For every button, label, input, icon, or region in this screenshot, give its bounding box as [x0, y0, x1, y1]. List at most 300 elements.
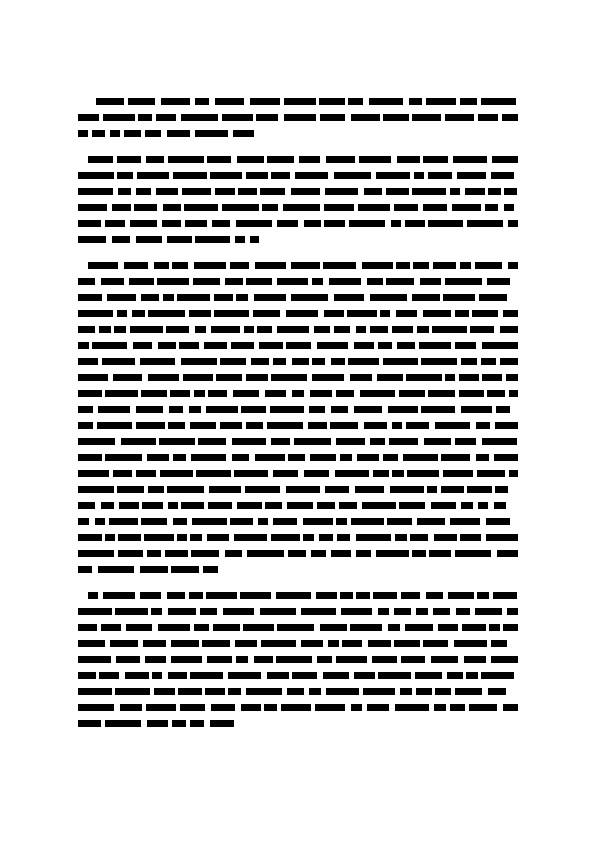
word-block: [233, 130, 254, 137]
word-block: [119, 502, 139, 509]
word-block: [163, 294, 174, 301]
word-block: [260, 608, 296, 615]
word-block: [377, 374, 403, 381]
word-block: [292, 358, 309, 365]
redacted-text-block: [78, 94, 518, 732]
word-block: [78, 172, 114, 179]
word-block: [178, 688, 202, 695]
word-block: [78, 204, 107, 211]
word-block: [423, 204, 447, 211]
word-block: [391, 220, 401, 227]
word-block: [172, 262, 188, 269]
word-block: [455, 438, 476, 445]
word-block: [324, 220, 345, 227]
word-block: [234, 534, 267, 541]
word-block: [214, 310, 249, 317]
word-block: [392, 470, 404, 477]
word-block: [469, 704, 497, 711]
word-block: [336, 656, 367, 663]
word-block: [262, 204, 278, 211]
word-block: [141, 518, 167, 525]
word-block: [311, 550, 326, 557]
text-line: [78, 700, 518, 716]
word-block: [478, 502, 488, 509]
word-block: [335, 470, 369, 477]
word-block: [452, 204, 481, 211]
word-block: [171, 656, 202, 663]
word-block: [314, 326, 330, 333]
word-block: [472, 310, 498, 317]
word-block: [291, 294, 328, 301]
word-block: [445, 374, 455, 381]
word-block: [504, 188, 517, 195]
word-block: [303, 534, 314, 541]
word-block: [265, 390, 286, 397]
word-block: [145, 130, 161, 137]
word-block: [394, 608, 411, 615]
word-block: [286, 486, 320, 493]
text-line: [78, 370, 518, 386]
word-block: [443, 470, 473, 477]
word-block: [450, 188, 460, 195]
text-line: [78, 152, 518, 168]
word-block: [301, 640, 323, 647]
word-block: [405, 624, 433, 631]
word-block: [459, 374, 479, 381]
word-block: [420, 278, 441, 285]
word-block: [144, 534, 174, 541]
word-block: [130, 326, 163, 333]
word-block: [414, 172, 424, 179]
word-block: [118, 534, 141, 541]
word-block: [431, 502, 456, 509]
word-block: [349, 220, 385, 227]
word-block: [467, 220, 503, 227]
word-block: [435, 422, 470, 429]
word-block: [181, 502, 204, 509]
word-block: [189, 592, 203, 599]
text-line: [78, 354, 518, 370]
word-block: [195, 130, 228, 137]
word-block: [78, 236, 106, 243]
word-block: [312, 358, 325, 365]
word-block: [383, 114, 409, 121]
word-block: [141, 294, 159, 301]
word-block: [351, 704, 362, 711]
word-block: [237, 156, 264, 163]
word-block: [401, 656, 425, 663]
word-block: [367, 278, 383, 285]
text-line: [78, 94, 518, 110]
word-block: [171, 566, 199, 573]
word-block: [98, 406, 130, 413]
word-block: [488, 188, 501, 195]
text-line: [78, 418, 518, 434]
word-block: [78, 624, 97, 631]
word-block: [78, 608, 112, 615]
text-line: [78, 588, 518, 604]
word-block: [209, 486, 241, 493]
word-block: [500, 326, 518, 333]
word-block: [181, 114, 218, 121]
word-block: [185, 220, 207, 227]
word-block: [460, 262, 471, 269]
word-block: [421, 358, 457, 365]
word-block: [103, 592, 135, 599]
word-block: [202, 640, 230, 647]
word-block: [494, 454, 518, 461]
word-block: [286, 342, 311, 349]
word-block: [358, 204, 390, 211]
text-line: [78, 546, 518, 562]
word-block: [319, 98, 345, 105]
word-block: [118, 188, 131, 195]
word-block: [228, 688, 241, 695]
word-block: [308, 422, 327, 429]
text-line: [78, 322, 518, 338]
word-block: [222, 204, 259, 211]
word-block: [415, 672, 442, 679]
word-block: [326, 156, 355, 163]
word-block: [376, 550, 409, 557]
word-block: [78, 188, 113, 195]
word-block: [281, 704, 311, 711]
word-block: [304, 220, 321, 227]
word-block: [92, 342, 127, 349]
word-block: [428, 220, 463, 227]
word-block: [238, 188, 257, 195]
word-block: [206, 406, 238, 413]
word-block: [441, 486, 464, 493]
word-block: [78, 438, 115, 445]
word-block: [96, 98, 124, 105]
word-block: [228, 672, 261, 679]
word-block: [225, 550, 242, 557]
word-block: [231, 342, 254, 349]
word-block: [195, 236, 230, 243]
word-block: [362, 262, 393, 269]
word-block: [493, 592, 517, 599]
word-block: [461, 406, 492, 413]
word-block: [200, 608, 217, 615]
word-block: [147, 720, 168, 727]
word-block: [240, 592, 271, 599]
word-block: [115, 608, 148, 615]
word-block: [204, 342, 227, 349]
word-block: [246, 172, 268, 179]
word-block: [211, 326, 240, 333]
word-block: [406, 374, 442, 381]
word-block: [258, 518, 268, 525]
word-block: [417, 326, 429, 333]
word-block: [383, 454, 398, 461]
word-block: [117, 172, 133, 179]
word-block: [388, 406, 418, 413]
text-line: [78, 450, 518, 466]
word-block: [286, 310, 318, 317]
word-block: [295, 172, 328, 179]
word-block: [283, 204, 320, 211]
word-block: [198, 438, 226, 445]
word-block: [78, 672, 96, 679]
word-block: [173, 518, 187, 525]
word-block: [412, 294, 440, 301]
text-line: [78, 274, 518, 290]
word-block: [360, 390, 395, 397]
word-block: [427, 486, 437, 493]
word-block: [323, 262, 356, 269]
word-block: [350, 624, 382, 631]
word-block: [236, 294, 248, 301]
word-block: [299, 156, 320, 163]
word-block: [426, 592, 443, 599]
word-block: [355, 486, 384, 493]
word-block: [207, 156, 231, 163]
word-block: [350, 374, 372, 381]
word-block: [205, 688, 225, 695]
word-block: [78, 310, 113, 317]
word-block: [167, 236, 192, 243]
word-block: [292, 672, 317, 679]
word-block: [364, 188, 382, 195]
word-block: [148, 486, 164, 493]
word-block: [441, 454, 470, 461]
word-block: [482, 374, 502, 381]
text-line: [78, 562, 518, 578]
word-block: [124, 262, 148, 269]
word-block: [507, 608, 518, 615]
word-block: [78, 534, 102, 541]
paragraph-gap: [78, 248, 518, 258]
word-block: [450, 704, 465, 711]
word-block: [429, 550, 451, 557]
word-block: [334, 294, 364, 301]
word-block: [193, 278, 220, 285]
word-block: [291, 262, 320, 269]
word-block: [116, 656, 140, 663]
word-block: [136, 236, 162, 243]
word-block: [207, 656, 232, 663]
word-block: [143, 640, 166, 647]
word-block: [506, 374, 518, 381]
word-block: [117, 310, 127, 317]
word-block: [310, 390, 332, 397]
word-block: [78, 454, 102, 461]
word-block: [195, 98, 209, 105]
word-block: [140, 566, 168, 573]
word-block: [255, 454, 285, 461]
word-block: [316, 592, 337, 599]
text-line: [78, 604, 518, 620]
word-block: [309, 406, 325, 413]
word-block: [494, 502, 506, 509]
word-block: [312, 278, 323, 285]
word-block: [356, 534, 391, 541]
word-block: [148, 374, 179, 381]
word-block: [504, 204, 514, 211]
word-block: [481, 358, 496, 365]
word-block: [433, 262, 456, 269]
word-block: [370, 294, 407, 301]
word-block: [294, 438, 331, 445]
word-block: [134, 204, 157, 211]
word-block: [347, 310, 377, 317]
word-block: [508, 262, 518, 269]
word-block: [250, 236, 259, 243]
word-block: [78, 656, 111, 663]
text-line: [78, 338, 518, 354]
word-block: [340, 592, 353, 599]
word-block: [78, 114, 99, 121]
word-block: [105, 454, 142, 461]
word-block: [102, 358, 135, 365]
word-block: [101, 502, 114, 509]
word-block: [277, 220, 298, 227]
word-block: [438, 624, 458, 631]
text-line: [78, 290, 518, 306]
word-block: [390, 486, 424, 493]
word-block: [232, 454, 249, 461]
word-block: [312, 374, 344, 381]
word-block: [78, 220, 101, 227]
word-block: [386, 188, 409, 195]
word-block: [485, 204, 498, 211]
word-block: [339, 502, 357, 509]
word-block: [431, 656, 458, 663]
word-block: [410, 534, 428, 541]
text-line: [78, 200, 518, 216]
word-block: [189, 310, 211, 317]
word-block: [78, 390, 102, 397]
text-line: [78, 434, 518, 450]
word-block: [320, 114, 345, 121]
word-block: [479, 294, 507, 301]
word-block: [354, 672, 375, 679]
paragraph-gap: [78, 578, 518, 588]
word-block: [470, 326, 494, 333]
word-block: [168, 502, 178, 509]
word-block: [190, 422, 216, 429]
word-block: [288, 550, 306, 557]
word-block: [180, 704, 205, 711]
word-block: [320, 624, 347, 631]
text-line: [78, 620, 518, 636]
word-block: [166, 326, 189, 333]
word-block: [336, 438, 365, 445]
word-block: [378, 608, 389, 615]
word-block: [292, 390, 304, 397]
word-block: [419, 342, 451, 349]
word-block: [126, 624, 152, 631]
word-block: [257, 326, 272, 333]
text-line: [78, 466, 518, 482]
word-block: [509, 470, 518, 477]
word-block: [183, 374, 213, 381]
word-block: [154, 688, 175, 695]
word-block: [276, 656, 312, 663]
word-block: [78, 502, 95, 509]
word-block: [323, 672, 349, 679]
word-block: [354, 342, 374, 349]
word-block: [428, 390, 455, 397]
word-block: [137, 172, 169, 179]
word-block: [230, 262, 249, 269]
word-block: [491, 640, 507, 647]
word-block: [491, 656, 518, 663]
word-block: [373, 592, 397, 599]
word-block: [78, 486, 114, 493]
word-block: [453, 156, 487, 163]
word-block: [271, 374, 307, 381]
word-block: [462, 624, 486, 631]
word-block: [264, 704, 277, 711]
word-block: [99, 326, 111, 333]
word-block: [162, 220, 181, 227]
word-block: [98, 566, 134, 573]
word-block: [450, 518, 480, 525]
word-block: [246, 374, 268, 381]
word-block: [133, 342, 152, 349]
word-block: [194, 624, 209, 631]
word-block: [222, 114, 253, 121]
word-block: [491, 172, 514, 179]
word-block: [288, 454, 305, 461]
word-block: [455, 688, 482, 695]
word-block: [235, 640, 257, 647]
word-block: [246, 278, 272, 285]
word-block: [370, 326, 388, 333]
word-block: [247, 550, 284, 557]
word-block: [95, 518, 105, 525]
word-block: [225, 278, 243, 285]
word-block: [435, 688, 451, 695]
word-block: [271, 438, 290, 445]
word-block: [259, 342, 283, 349]
word-block: [92, 130, 105, 137]
word-block: [99, 672, 119, 679]
word-block: [351, 114, 380, 121]
word-block: [132, 310, 145, 317]
word-block: [351, 518, 384, 525]
word-block: [216, 374, 242, 381]
word-block: [477, 470, 505, 477]
word-block: [443, 294, 475, 301]
word-block: [370, 438, 385, 445]
word-block: [412, 188, 446, 195]
word-block: [194, 390, 205, 397]
word-block: [251, 358, 269, 365]
word-block: [220, 422, 242, 429]
word-block: [78, 374, 108, 381]
word-block: [261, 640, 296, 647]
word-block: [177, 294, 210, 301]
word-block: [421, 406, 455, 413]
word-block: [115, 688, 150, 695]
word-block: [383, 358, 418, 365]
word-block: [172, 720, 186, 727]
word-block: [423, 156, 448, 163]
word-block: [396, 262, 410, 269]
word-block: [394, 640, 420, 647]
word-block: [354, 406, 382, 413]
word-block: [154, 262, 169, 269]
word-block: [167, 130, 190, 137]
word-block: [148, 310, 185, 317]
word-block: [173, 172, 207, 179]
word-block: [253, 310, 280, 317]
word-block: [214, 294, 233, 301]
word-block: [348, 98, 363, 105]
